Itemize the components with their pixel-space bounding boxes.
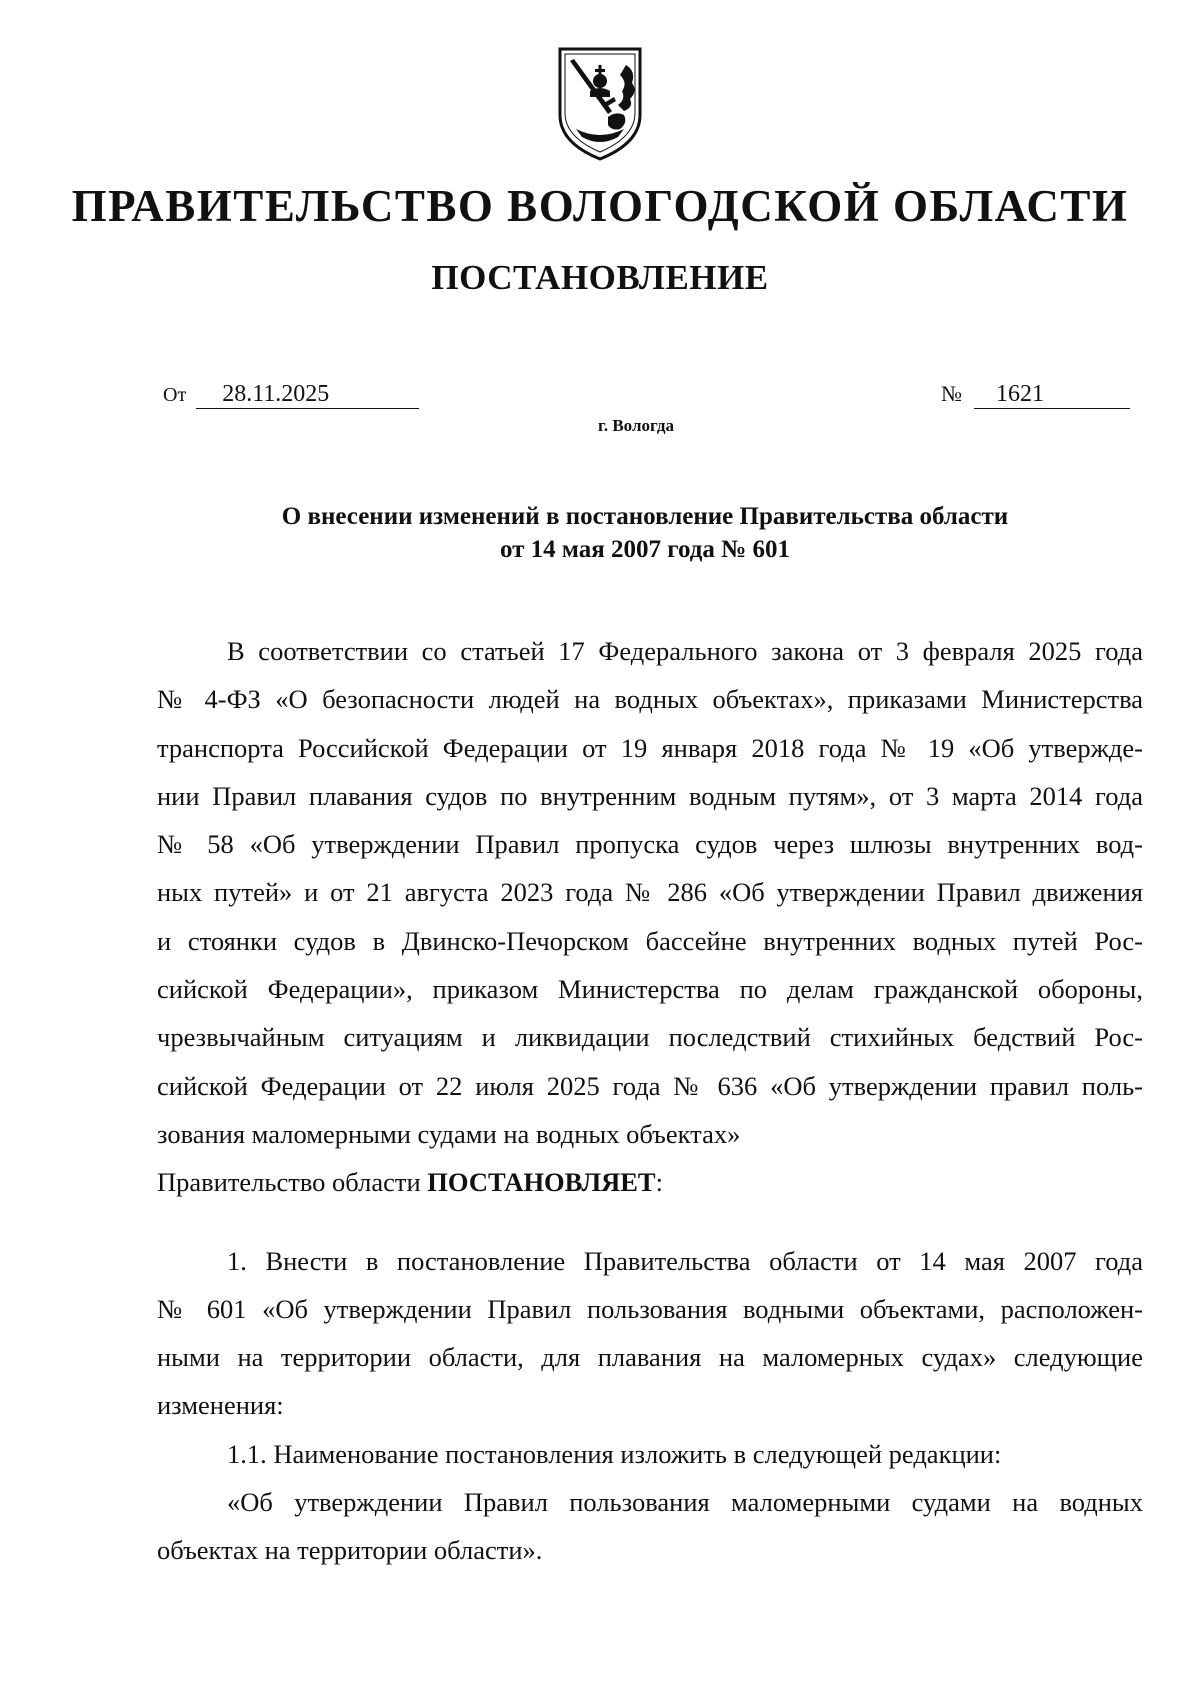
document-date-block bbox=[163, 378, 419, 411]
preamble-line: нии Правил плавания судов по внутренним водным путям», от 3 марта 2014 года bbox=[157, 780, 1143, 811]
preamble-line: транспорта Российской Федерации от 19 января 2018 года № 19 «Об утвержде- bbox=[157, 732, 1143, 763]
preamble-line: В соответствии со статьей 17 Федерального закона от 3 февраля 2025 года bbox=[227, 636, 1143, 666]
paragraph-gap bbox=[157, 1207, 1143, 1237]
item1-line: ными на территории области, для плавания на маломерных судах» следующие bbox=[157, 1342, 1143, 1373]
decree-word: ПОСТАНОВЛЯЕТ bbox=[427, 1167, 656, 1198]
decree-suffix: : bbox=[655, 1167, 663, 1198]
preamble-line: № 58 «Об утверждении Правил пропуска судов через шлюзы внутренних вод- bbox=[157, 829, 1143, 860]
number-label: № bbox=[941, 381, 962, 406]
subject-line: О внесении изменений в постановление Правительства области bbox=[281, 503, 1009, 530]
preamble-line: № 4-ФЗ «О безопасности людей на водных объектах», приказами Министерства bbox=[157, 684, 1143, 715]
preamble-line: ных путей» и от 21 августа 2023 года № 286 «Об утверждении Правил движения bbox=[157, 877, 1143, 908]
document-body bbox=[157, 627, 1143, 1575]
vologda-coat-of-arms-icon bbox=[556, 45, 644, 163]
document-number: 1621 bbox=[974, 380, 1130, 409]
decree-line bbox=[157, 1158, 1143, 1206]
preamble-line: сийской Федерации», приказом Министерства по делам гражданской обороны, bbox=[157, 974, 1143, 1005]
preamble-line: сийской Федерации от 22 июля 2025 года № 636 «Об утверждении правил поль- bbox=[157, 1070, 1143, 1101]
preamble-line: и стоянки судов в Двинско-Печорском бассейне внутренних водных путей Рос- bbox=[157, 925, 1143, 956]
quote-line: объектах на территории области». bbox=[157, 1535, 543, 1566]
document-date: 28.11.2025 bbox=[196, 380, 419, 409]
document-type: ПОСТАНОВЛЕНИЕ bbox=[431, 258, 769, 297]
date-label: От bbox=[163, 384, 187, 406]
document-subject bbox=[0, 500, 1200, 566]
item1-line: 1. Внести в постановление Правительства области от 14 мая 2007 года bbox=[227, 1245, 1143, 1276]
document-number-block bbox=[941, 378, 1130, 410]
document-city: г. Вологда bbox=[598, 416, 674, 435]
preamble-line: чрезвычайным ситуациям и ликвидации последствий стихийных бедствий Рос- bbox=[157, 1022, 1143, 1053]
item1-line: № 601 «Об утверждении Правил пользования водными объектами, расположен- bbox=[157, 1293, 1143, 1324]
subject-line: от 14 мая 2007 года № 601 bbox=[499, 536, 791, 563]
government-name: ПРАВИТЕЛЬСТВО ВОЛОГОДСКОЙ ОБЛАСТИ bbox=[71, 181, 1129, 231]
item1-1-line: 1.1. Наименование постановления изложить в следующей редакции: bbox=[227, 1438, 1002, 1469]
item1-line: изменения: bbox=[157, 1390, 284, 1421]
decree-prefix: Правительство области bbox=[157, 1167, 428, 1198]
preamble-line: зования маломерными судами на водных объектах» bbox=[157, 1118, 741, 1149]
quote-line: «Об утверждении Правил пользования маломерными судами на водных bbox=[227, 1487, 1143, 1518]
